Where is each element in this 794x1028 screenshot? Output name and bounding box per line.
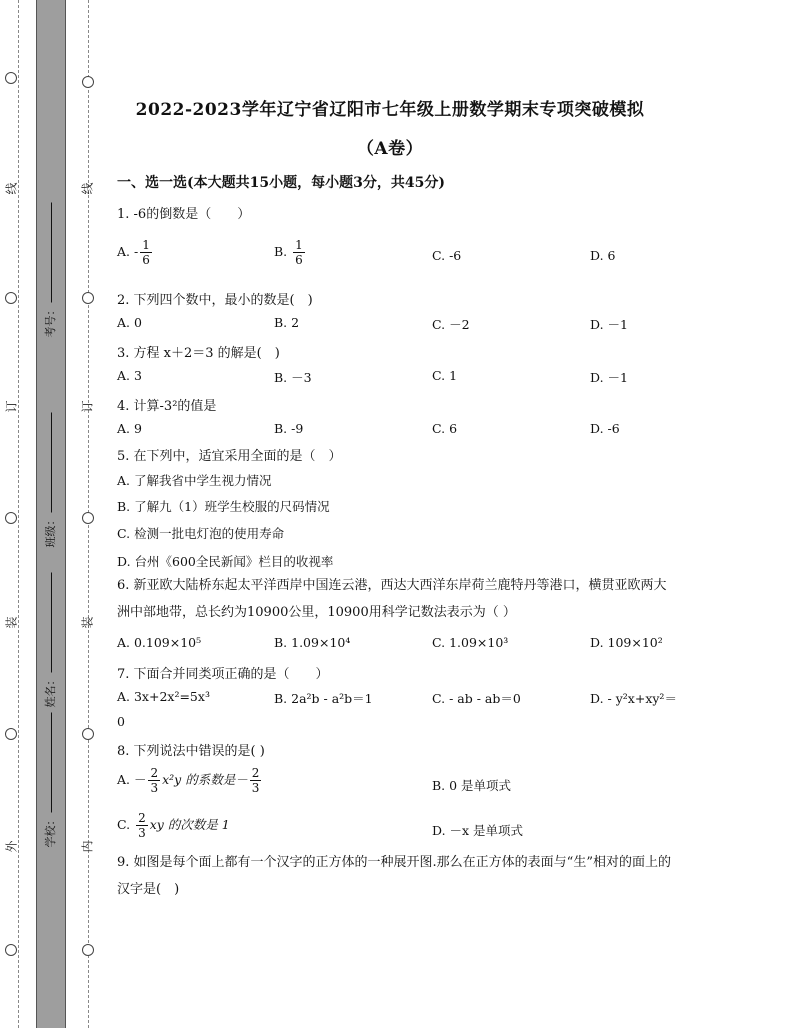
- outer-hole-mark: [5, 728, 17, 740]
- page-title: 2022-2023学年辽宁省辽阳市七年级上册数学期末专项突破模拟: [135, 100, 645, 120]
- q6-option-d[interactable]: D. 109×10²: [590, 635, 663, 650]
- class-field[interactable]: [38, 400, 62, 560]
- outer-hole-mark: [5, 512, 17, 524]
- question-5: 5. 在下列中，适宜采用全面的是（ ）: [117, 449, 342, 464]
- q8-option-b[interactable]: B. 0 是单项式: [432, 778, 512, 793]
- q5-option-d[interactable]: D. 台州《600全民新闻》栏目的收视率: [117, 554, 334, 569]
- outer-cut-line: [18, 0, 19, 1028]
- school-field[interactable]: [38, 700, 62, 860]
- margin-char-zhuang: 装: [4, 616, 19, 629]
- q6-option-c[interactable]: C. 1.09×10³: [432, 635, 509, 650]
- q3-option-b[interactable]: B. －3: [274, 370, 312, 385]
- question-6: 6. 新亚欧大陆桥东起太平洋西岸中国连云港，西达大西洋东岸荷兰鹿特丹等港口，横贯亚欧两大洲中部地带，总长约为10900公里，10900用科学记数法表示为（ ）: [117, 578, 667, 620]
- question-8: 8. 下列说法中错误的是( ): [117, 744, 265, 759]
- inner-hole-mark: [82, 512, 94, 524]
- margin-char-ding: 订: [4, 400, 19, 413]
- q3-option-c[interactable]: C. 1: [432, 368, 458, 383]
- q6-option-b[interactable]: B. 1.09×10⁴: [274, 635, 351, 650]
- outer-hole-mark: [5, 944, 17, 956]
- inner-hole-mark: [82, 76, 94, 88]
- q4-option-c[interactable]: C. 6: [432, 421, 458, 436]
- inner-hole-mark: [82, 728, 94, 740]
- inner-hole-mark: [82, 944, 94, 956]
- q7-option-d-continuation: 0: [117, 714, 125, 729]
- inner-hole-mark: [82, 292, 94, 304]
- school-label: 学校：: [44, 814, 57, 848]
- q3-option-a[interactable]: A. 3: [117, 368, 142, 383]
- q7-option-a[interactable]: A. 3x+2x²=5x³: [117, 689, 210, 704]
- margin-char-zhuang-inner: 装: [80, 616, 95, 629]
- outer-hole-mark: [5, 292, 17, 304]
- q2-option-a[interactable]: A. 0: [117, 315, 142, 330]
- question-7: 7. 下面合并同类项正确的是（ ）: [117, 667, 329, 682]
- section-heading: 一、选一选(本大题共15小题，每小题3分，共45分): [117, 175, 445, 191]
- q1-option-b[interactable]: B. $\frac{1}{6}$: [274, 238, 303, 267]
- question-2: 2. 下列四个数中，最小的数是( ): [117, 293, 313, 308]
- question-3: 3. 方程 x＋2＝3 的解是( ): [117, 346, 280, 361]
- q2-option-c[interactable]: C. －2: [432, 317, 470, 332]
- q8-option-a[interactable]: A. － $\frac{2}{3}$ x²y 的系数是－ $\frac{2}{3}$: [117, 766, 260, 795]
- page-subtitle: （A卷）: [356, 139, 424, 159]
- q7-option-b[interactable]: B. 2a²b - a²b＝1: [274, 691, 373, 706]
- q7-option-c[interactable]: C. - ab - ab＝0: [432, 691, 521, 706]
- question-1: 1. -6的倒数是（ ）: [117, 207, 251, 222]
- class-label: 班级：: [44, 514, 57, 548]
- q5-option-b[interactable]: B. 了解九（1）班学生校服的尺码情况: [117, 499, 330, 514]
- q2-option-d[interactable]: D. －1: [590, 317, 628, 332]
- exam-number-label: 考号：: [44, 304, 57, 338]
- q7-option-d[interactable]: D. - y²x+xy²＝: [590, 691, 677, 706]
- margin-char-ding-inner: 订: [80, 400, 95, 413]
- margin-char-xian: 线: [4, 182, 19, 195]
- q8-option-c[interactable]: C. $\frac{2}{3}$ xy 的次数是 1: [117, 811, 230, 840]
- q3-option-d[interactable]: D. －1: [590, 370, 628, 385]
- q2-option-b[interactable]: B. 2: [274, 315, 300, 330]
- question-9: 9. 如图是每个面上都有一个汉字的正方体的一种展开图.那么在正方体的表面与“生”相对的面上的汉字是( ): [117, 855, 671, 897]
- name-field[interactable]: [38, 560, 62, 720]
- q4-option-b[interactable]: B. -9: [274, 421, 304, 436]
- q8-option-d[interactable]: D. －x 是单项式: [432, 823, 524, 838]
- outer-hole-mark: [5, 72, 17, 84]
- q1-option-d[interactable]: D. 6: [590, 248, 616, 263]
- q5-option-a[interactable]: A. 了解我省中学生视力情况: [117, 473, 272, 488]
- margin-char-nei-inner: 内: [80, 840, 95, 853]
- margin-char-wai: 外: [4, 840, 19, 853]
- name-label: 姓名：: [44, 674, 57, 708]
- q4-option-a[interactable]: A. 9: [117, 421, 142, 436]
- exam-number-field[interactable]: [38, 190, 62, 350]
- q5-option-c[interactable]: C. 检测一批电灯泡的使用寿命: [117, 526, 285, 541]
- question-4: 4. 计算-3²的值是: [117, 399, 217, 414]
- q6-option-a[interactable]: A. 0.109×10⁵: [117, 635, 202, 650]
- margin-char-xian-inner: 线: [80, 182, 95, 195]
- q1-option-c[interactable]: C. -6: [432, 248, 462, 263]
- q1-option-a[interactable]: A. - $\frac{1}{6}$: [117, 238, 150, 267]
- q4-option-d[interactable]: D. -6: [590, 421, 620, 436]
